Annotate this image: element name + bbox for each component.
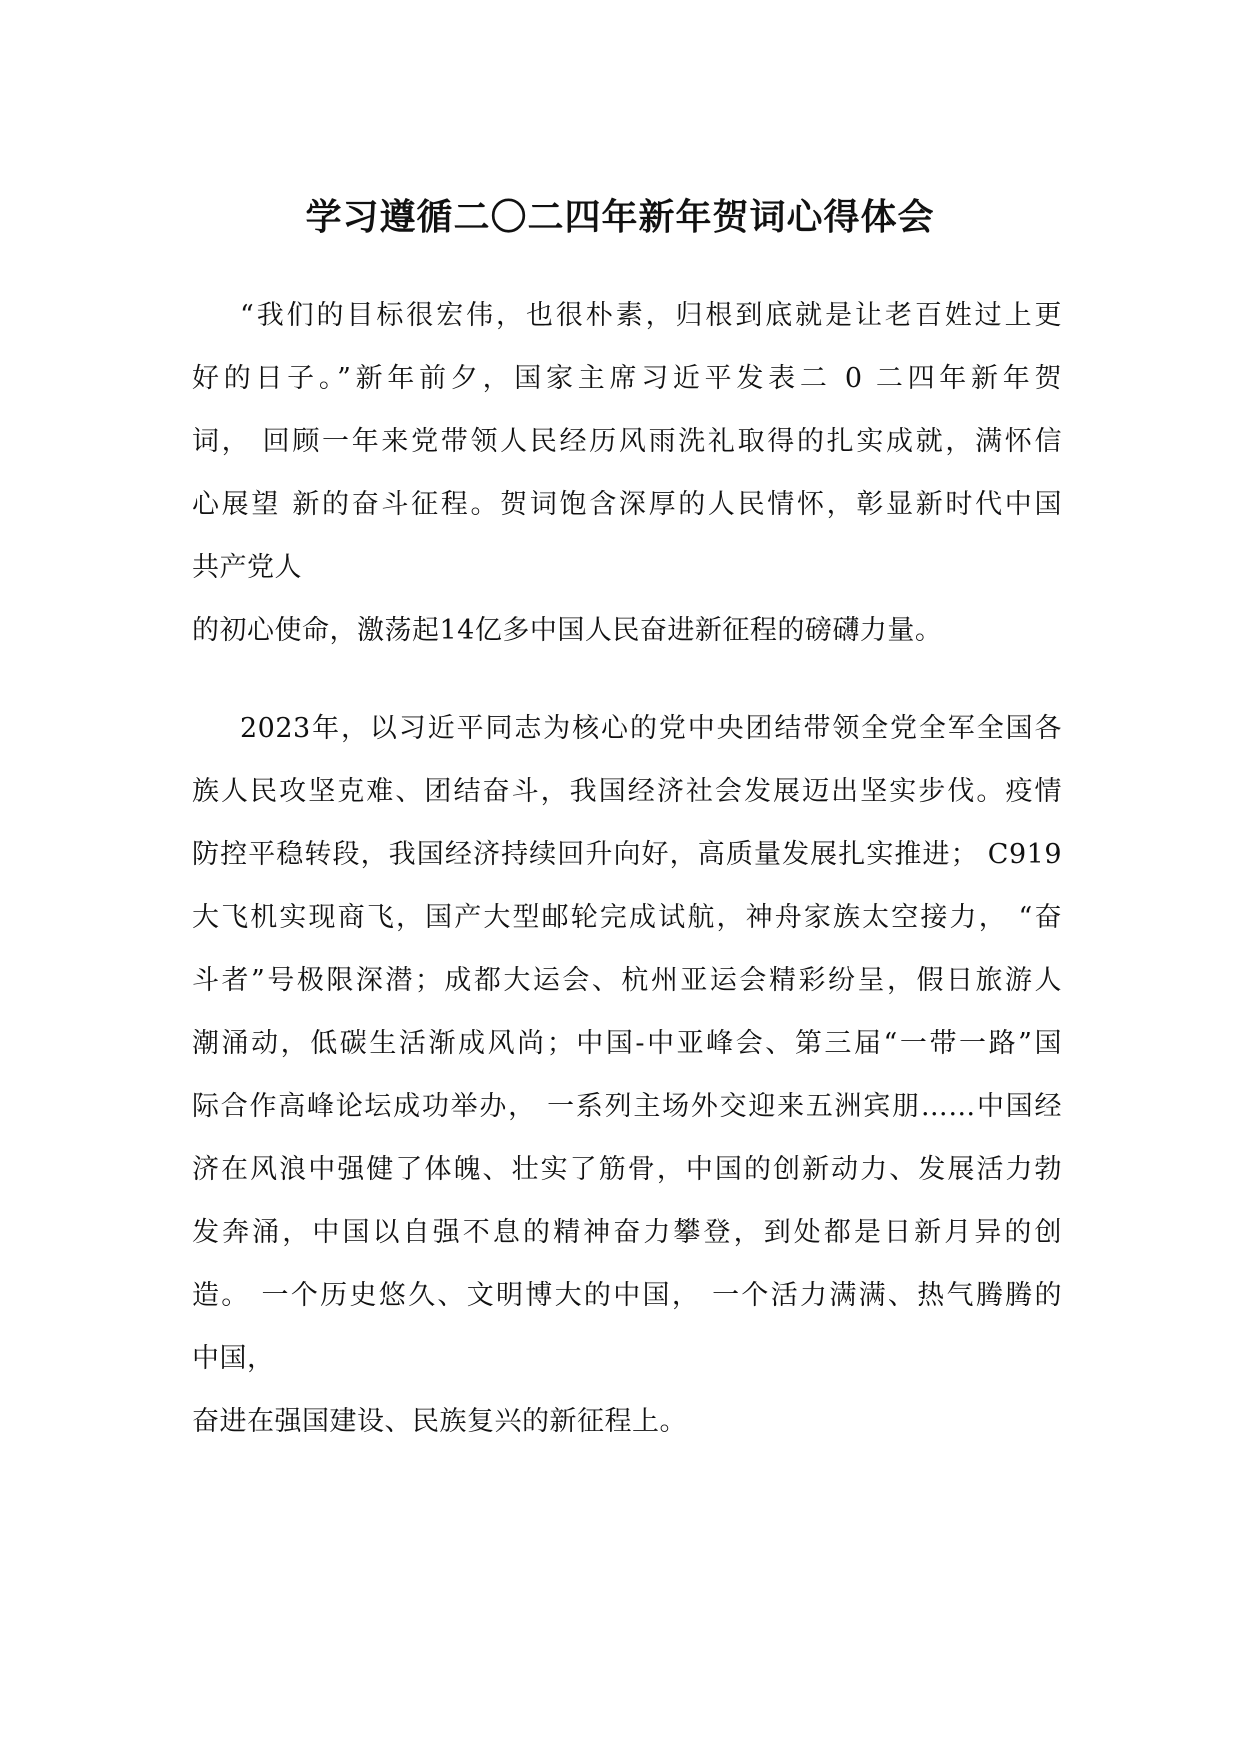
paragraph-2-line-11: 中国， [192,1343,275,1374]
paragraph-2-line-10: 造。 一个历史悠久、文明博大的中国， 一个活力满满、热气腾腾的 [192,1280,1062,1311]
paragraph-1-line-6: 的初心使命，激荡起14亿多中国人民奋进新征程的磅礴力量。 [192,615,943,646]
paragraph-1-line-1: “我们的目标很宏伟，也很朴素，归根到底就是让老百姓过上更 [240,300,1062,331]
paragraph-1-line-3: 词， 回顾一年来党带领人民经历风雨洗礼取得的扎实成就，满怀信 [192,426,1062,457]
paragraph-1-line-4: 心展望 新的奋斗征程。贺词饱含深厚的人民情怀，彰显新时代中国 [192,489,1062,520]
paragraph-2-line-3: 防控平稳转段，我国经济持续回升向好，高质量发展扎实推进； C919 [192,839,1062,870]
paragraph-1-line-2: 好的日子。”新年前夕，国家主席习近平发表二 0 二四年新年贺 [192,363,1062,394]
paragraph-2-line-5: 斗者”号极限深潜；成都大运会、杭州亚运会精彩纷呈，假日旅游人 [192,965,1062,996]
paragraph-1-line-5: 共产党人 [192,552,302,583]
paragraph-2-line-2: 族人民攻坚克难、团结奋斗，我国经济社会发展迈出坚实步伐。疫情 [192,776,1062,807]
document-title: 学习遵循二〇二四年新年贺词心得体会 [305,197,935,238]
paragraph-2-line-4: 大飞机实现商飞，国产大型邮轮完成试航，神舟家族太空接力， “奋 [192,902,1062,933]
paragraph-2-line-1: 2023年，以习近平同志为核心的党中央团结带领全党全军全国各 [240,713,1062,744]
paragraph-2-line-7: 际合作高峰论坛成功举办， 一系列主场外交迎来五洲宾朋……中国经 [192,1091,1062,1122]
paragraph-2-line-12: 奋进在强国建设、民族复兴的新征程上。 [192,1406,687,1437]
paragraph-2-line-6: 潮涌动，低碳生活渐成风尚；中国-中亚峰会、第三届“一带一路”国 [192,1028,1062,1059]
paragraph-2-line-9: 发奔涌，中国以自强不息的精神奋力攀登，到处都是日新月异的创 [192,1217,1062,1248]
paragraph-2-line-8: 济在风浪中强健了体魄、壮实了筋骨，中国的创新动力、发展活力勃 [192,1154,1062,1185]
